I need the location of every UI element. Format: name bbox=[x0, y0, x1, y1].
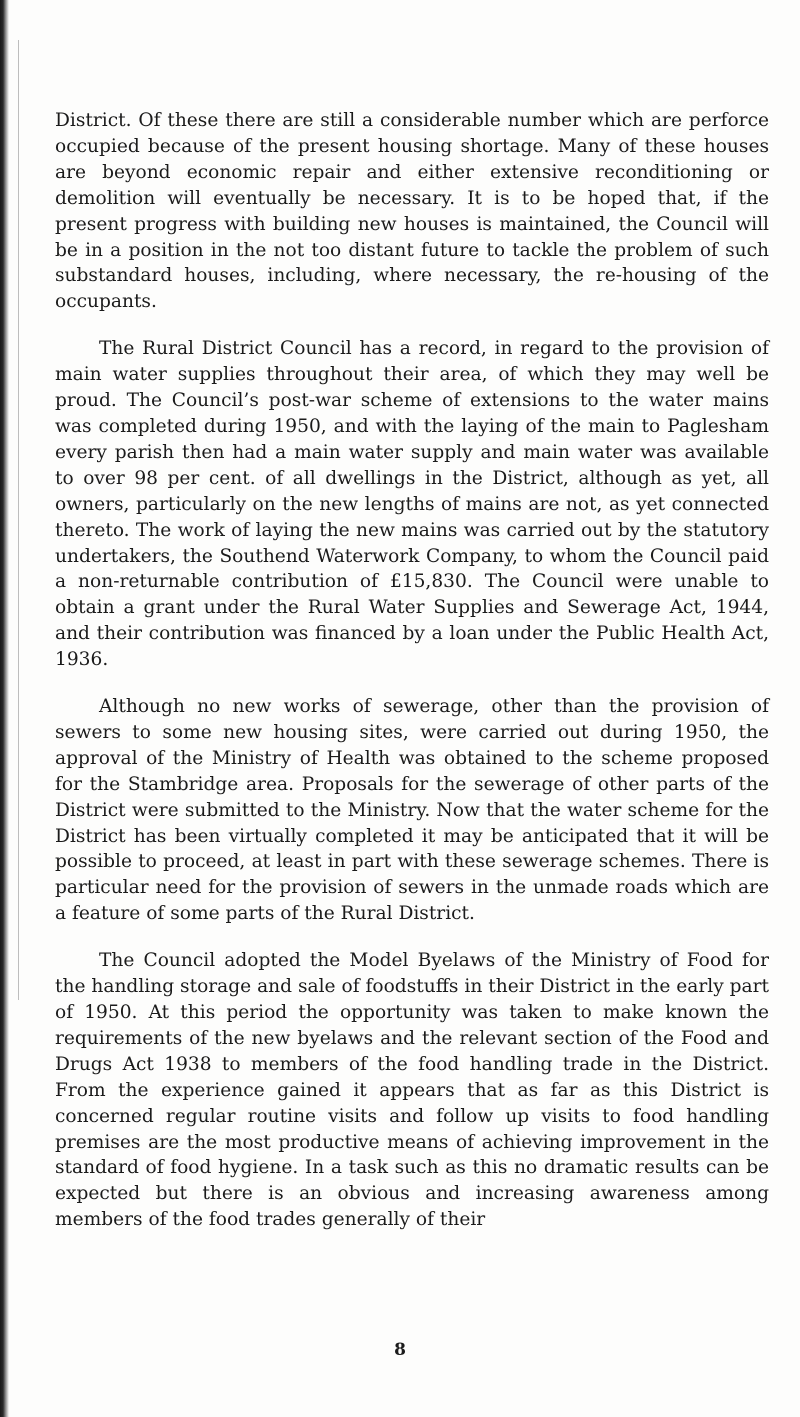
paragraph-food-hygiene: The Council adopted the Model Byelaws of the Ministry of Food for the handling storage and sale of foodstuffs in their District in the early part of 1950. At this period the opportunity was taken to make known the requirements of the new byelaws and the relevant section of the Food and Drugs Act 1938 to members of the food handling trade in the District. From the experience gained it appears that as far as this District is concerned regular routine visits and follow up visits to food handling premises are the most productive means of achieving improvement in the standard of food hygiene. In a task such as this no dramatic results can be expected but there is an obvious and increasing awareness among members of the food trades generally of their bbox=[55, 950, 769, 1231]
paragraph-housing: District. Of these there are still a considerable number which are perforce occupied because of the present housing shortage. Many of these houses are beyond economic repair and either extensive reconditioning or demolition will eventually be necessary. It is to be hoped that, if the present progress with building new houses is maintained, the Council will be in a position in the not too distant future to tackle the problem of such substandard houses, including, where necessary, the re-housing of the occupants. bbox=[55, 110, 769, 313]
scan-binding-edge bbox=[0, 0, 9, 1417]
paragraph-water-supply: The Rural District Council has a record, in regard to the provision of main water supplies throughout their area, of which they may well be proud. The Council’s post-war scheme of extensions to the water mains was completed during 1950, and with the laying of the main to Paglesham every parish then had a main water supply and main water was available to over 98 per cent. of all dwellings in the District, although as yet, all owners, particularly on the new lengths of mains are not, as yet connected thereto. The work of laying the new mains was carried out by the statutory undertakers, the Southend Waterwork Company, to whom the Council paid a non-returnable contribution of £15,830. The Council were unable to obtain a grant under the Rural Water Supplies and Sewerage Act, 1944, and their contribution was financed by a loan under the Public Health Act, 1936. bbox=[55, 338, 769, 671]
scan-gutter-line bbox=[18, 40, 19, 1000]
paragraph-sewerage: Although no new works of sewerage, other than the provision of sewers to some new housing sites, were carried out during 1950, the approval of the Ministry of Health was obtained to the scheme proposed for the Stambridge area. Proposals for the sewerage of other parts of the District were submitted to the Ministry. Now that the water scheme for the District has been virtually completed it may be anticipated that it will be possible to proceed, at least in part with these sewerage schemes. There is particular need for the provision of sewers in the unmade roads which are a feature of some parts of the Rural District. bbox=[55, 696, 769, 925]
page-number: 8 bbox=[394, 1340, 406, 1360]
body-text bbox=[55, 108, 769, 1254]
